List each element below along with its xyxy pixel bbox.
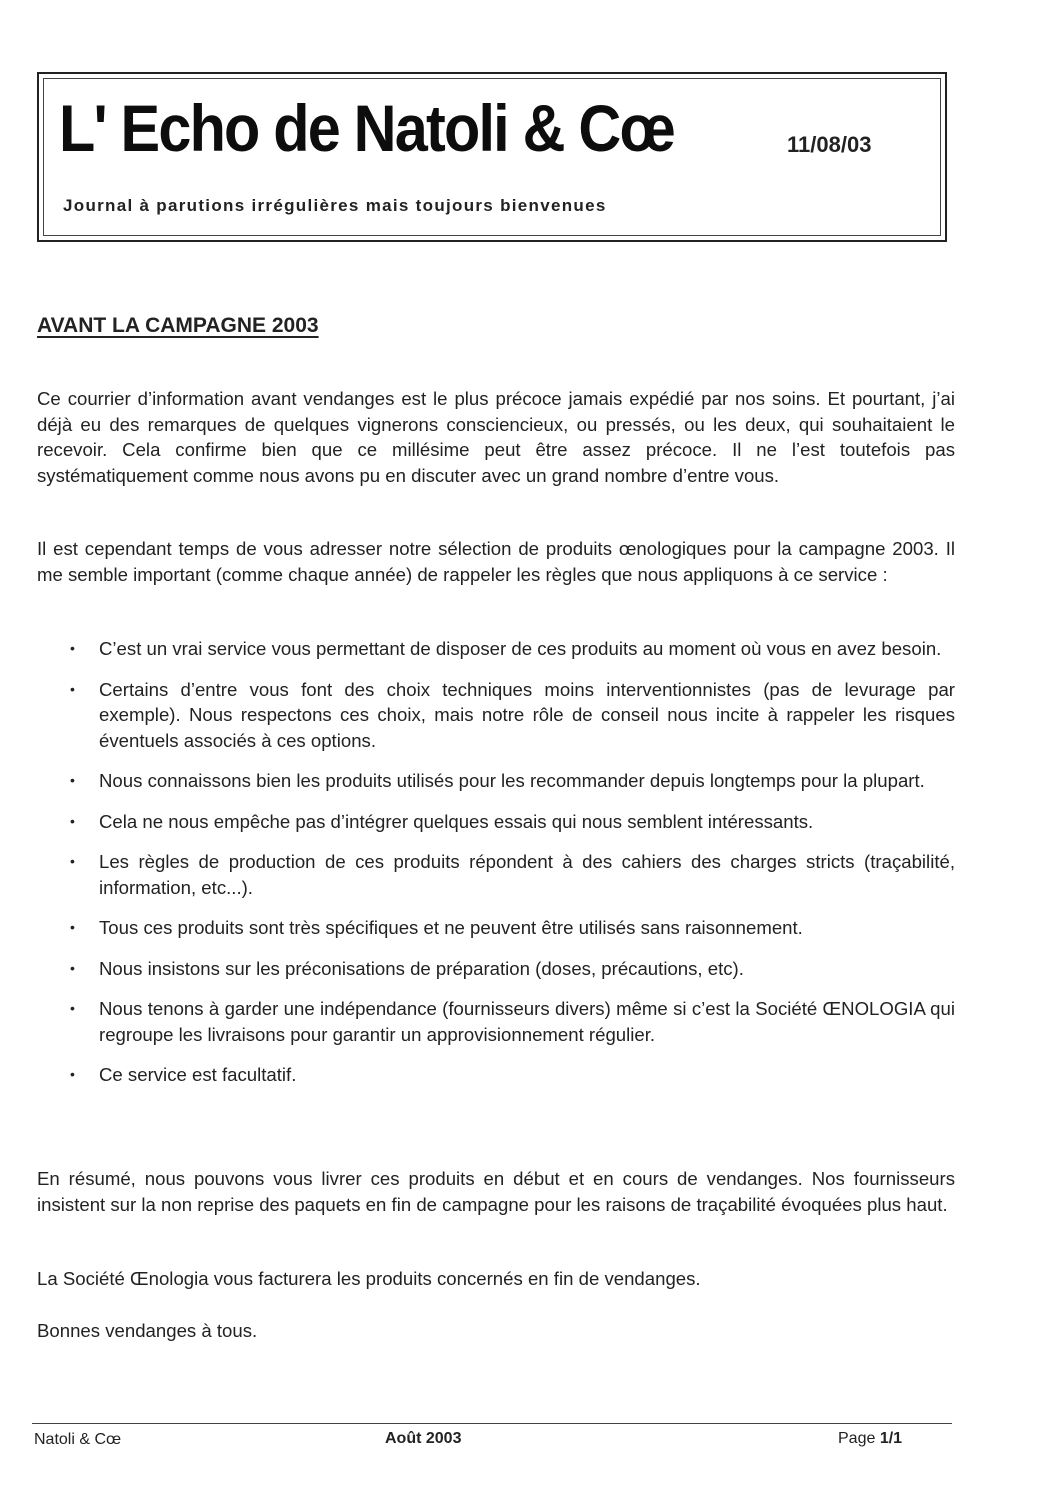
list-item-text: Nous tenons à garder une indépendance (fournisseurs divers) même si c’est la Société ŒNOLOGIA qui regroupe les livraisons pour garantir un approvisionnement régulier.	[99, 998, 955, 1045]
list-item	[37, 636, 955, 662]
list-item	[37, 956, 955, 982]
bullet-icon: •	[70, 919, 75, 935]
bullet-icon: •	[70, 1066, 75, 1082]
list-item-text: Tous ces produits sont très spécifiques et ne peuvent être utilisés sans raisonnement.	[99, 917, 803, 938]
list-item-text: C’est un vrai service vous permettant de disposer de ces produits au moment où vous en avez besoin.	[99, 638, 942, 659]
article-heading: AVANT LA CAMPAGNE 2003	[37, 314, 319, 337]
masthead-box	[37, 72, 947, 242]
bullet-icon: •	[70, 853, 75, 869]
list-item-text: Les règles de production de ces produits répondent à des cahiers des charges stricts (traçabilité, information, etc...).	[99, 851, 955, 898]
list-item-text: Certains d’entre vous font des choix techniques moins interventionnistes (pas de levurage par exemple). Nous respectons ces choix, mais notre rôle de conseil nous incite à rappeler les risques éventuels associés à ces options.	[99, 678, 955, 751]
masthead-title: L' Echo de Natoli & Cœ	[59, 91, 674, 165]
masthead-subtitle: Journal à parutions irrégulières mais toujours bienvenues	[63, 196, 607, 215]
bullet-icon: •	[70, 812, 75, 829]
footer-issue-date: Août 2003	[385, 1430, 462, 1447]
intro-paragraph-1: Ce courrier d’information avant vendanges est le plus précoce jamais expédié par nos soins. Et pourtant, j’ai déjà eu des remarques de quelques vignerons consciencieux, ou pressés, ou les deux, qui souhaitaient le recevoir. Cela confirme bien que ce millésime peut être assez précoce. Il ne l’est toutefois pas systématiquement comme nous avons pu en discuter avec un grand nombre d’entre vous.	[37, 388, 955, 486]
list-item	[37, 849, 955, 900]
footer-page-label: Page	[838, 1430, 876, 1447]
list-item	[37, 1062, 955, 1088]
list-item	[37, 809, 955, 835]
footer-page-indicator	[838, 1430, 902, 1448]
footer-company: Natoli & Cœ	[34, 1431, 122, 1448]
footer-page-number: 1/1	[879, 1430, 903, 1447]
billing-paragraph: La Société Œnologia vous facturera les produits concernés en fin de vendanges.	[37, 1268, 701, 1289]
list-item-text: Ce service est facultatif.	[99, 1064, 297, 1085]
rules-list	[37, 636, 955, 1103]
bullet-icon: •	[70, 959, 75, 976]
list-item-text: Cela ne nous empêche pas d’intégrer quelques essais qui nous semblent intéressants.	[99, 810, 814, 832]
list-item	[37, 915, 955, 941]
list-item	[37, 677, 955, 754]
footer-divider	[32, 1423, 952, 1424]
closing-line: Bonnes vendanges à tous.	[37, 1320, 258, 1341]
bullet-icon: •	[70, 1000, 75, 1016]
list-item-text: Nous insistons sur les préconisations de préparation (doses, précautions, etc).	[99, 957, 744, 979]
list-item	[37, 996, 955, 1047]
list-item	[37, 768, 955, 794]
masthead-date: 11/08/03	[787, 132, 872, 157]
list-item-text: Nous connaissons bien les produits utilisés pour les recommander depuis longtemps pour la plupart.	[99, 770, 925, 791]
bullet-icon: •	[70, 680, 75, 697]
bullet-icon: •	[70, 640, 75, 656]
bullet-icon: •	[70, 772, 75, 788]
summary-paragraph: En résumé, nous pouvons vous livrer ces produits en début et en cours de vendanges. Nos fournisseurs insistent sur la non reprise des paquets en fin de campagne pour les raisons de traçabilité évoquées plus haut.	[37, 1168, 955, 1215]
intro-paragraph-2: Il est cependant temps de vous adresser notre sélection de produits œnologiques pour la campagne 2003. Il me semble important (comme chaque année) de rappeler les règles que nous appliquons à ce service :	[37, 538, 955, 585]
